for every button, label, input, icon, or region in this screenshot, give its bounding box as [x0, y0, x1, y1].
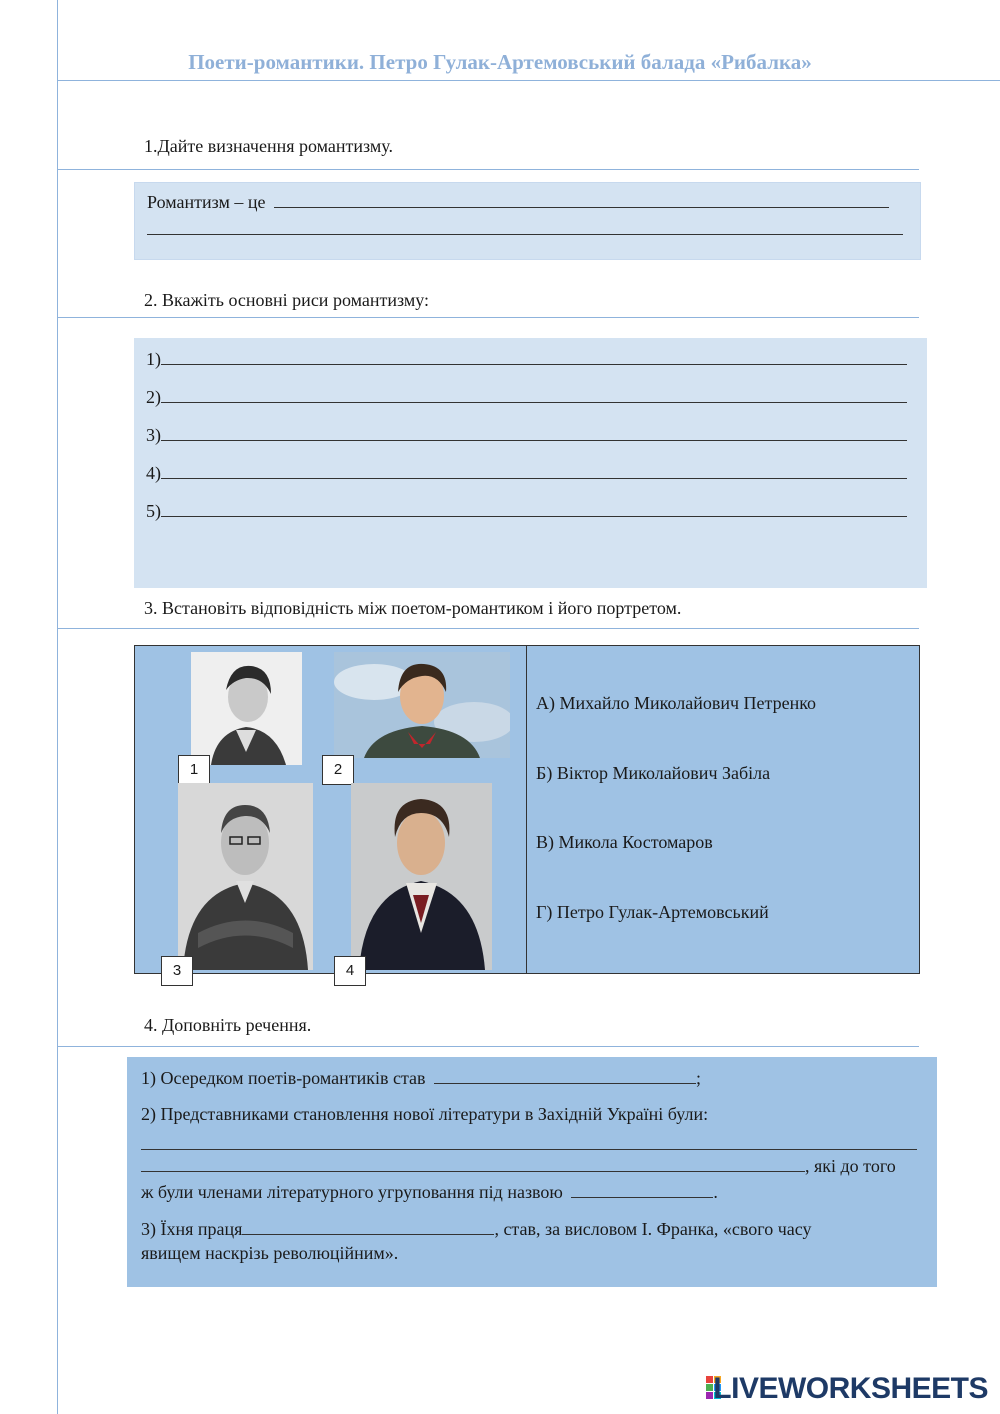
feature-row-1: [146, 348, 907, 370]
question-4-label: 4. Доповніть речення.: [144, 1015, 312, 1035]
portrait-number-1: 1: [178, 755, 210, 785]
matching-divider: [526, 646, 527, 973]
definition-prompt: Романтизм – це: [147, 192, 266, 212]
page-title: Поети-романтики. Петро Гулак-Артемовський балада «Рибалка»: [188, 50, 812, 74]
feature-number: 5): [146, 501, 161, 521]
definition-row: [147, 191, 889, 213]
sentence-1-blank[interactable]: [434, 1067, 696, 1084]
match-option-a: А) Михайло Миколайович Петренко: [536, 693, 817, 713]
feature-row-2: [146, 386, 907, 408]
sentence-3-cont: , став, за висловом І. Франка, «свого часу: [494, 1219, 812, 1239]
question-1-rule: [57, 169, 919, 170]
question-3-rule: [57, 628, 919, 629]
feature-answer-blank[interactable]: [161, 424, 907, 441]
sentence-2-end: .: [713, 1182, 718, 1202]
match-option-d: Г) Петро Гулак-Артемовський: [536, 902, 769, 922]
sentence-2-blank-3[interactable]: [571, 1181, 713, 1198]
sentence-2-text: 2) Представниками становлення нової літератури в Західній Україні були:: [141, 1104, 709, 1124]
definition-answer-blank[interactable]: [274, 191, 889, 208]
feature-number: 1): [146, 349, 161, 369]
portrait-3: [178, 783, 313, 970]
sentence-2-cont-2: ж були членами літературного угруповання під назвою: [141, 1182, 563, 1202]
portrait-number-4: 4: [334, 956, 366, 986]
question-2-label: 2. Вкажіть основні риси романтизму:: [144, 290, 429, 310]
sentence-3-line-2: явищем наскрізь революційним».: [141, 1243, 399, 1263]
liveworksheets-logo[interactable]: LIVEWORKSHEETS: [713, 1372, 988, 1405]
portrait-number-3: 3: [161, 956, 193, 986]
feature-row-3: [146, 424, 907, 446]
sentence-3-text: 3) Їхня праця: [141, 1219, 243, 1239]
sentence-2-line-2: [141, 1155, 896, 1177]
feature-number: 2): [146, 387, 161, 407]
question-3-label: 3. Встановіть відповідність між поетом-романтиком і його портретом.: [144, 598, 682, 618]
sentence-1: [141, 1067, 701, 1089]
feature-number: 3): [146, 425, 161, 445]
question-1-label: 1.Дайте визначення романтизму.: [144, 136, 393, 156]
match-option-c: В) Микола Костомаров: [536, 832, 713, 852]
match-option-b: Б) Віктор Миколайович Забіла: [536, 763, 771, 783]
question-2-rule: [57, 317, 919, 318]
feature-answer-blank[interactable]: [161, 462, 907, 479]
sentence-2-line-3: [141, 1181, 718, 1203]
feature-number: 4): [146, 463, 161, 483]
sentence-1-end: ;: [696, 1068, 702, 1088]
portrait-1: [191, 652, 302, 765]
definition-answer-blank-2[interactable]: [147, 234, 903, 235]
feature-answer-blank[interactable]: [161, 500, 907, 517]
portrait-2: [334, 652, 510, 758]
portrait-number-2: 2: [322, 755, 354, 785]
feature-row-5: [146, 500, 907, 522]
feature-answer-blank[interactable]: [161, 348, 907, 365]
definition-panel: [134, 182, 921, 260]
feature-row-4: [146, 462, 907, 484]
sentences-panel: [127, 1057, 937, 1287]
question-4-rule: [57, 1046, 919, 1047]
sentence-2-blank-1[interactable]: [141, 1149, 917, 1150]
sentence-2-cont: , які до того: [805, 1156, 896, 1176]
sentence-1-text: 1) Осередком поетів-романтиків став: [141, 1068, 426, 1088]
portrait-4: [351, 783, 492, 970]
feature-answer-blank[interactable]: [161, 386, 907, 403]
margin-line: [57, 0, 58, 1414]
features-panel: [134, 338, 927, 588]
sentence-3-line-1: [141, 1218, 812, 1240]
header-rule: [57, 80, 1000, 81]
sentence-3-blank[interactable]: [242, 1218, 494, 1235]
sentence-2-blank-2[interactable]: [141, 1155, 805, 1172]
